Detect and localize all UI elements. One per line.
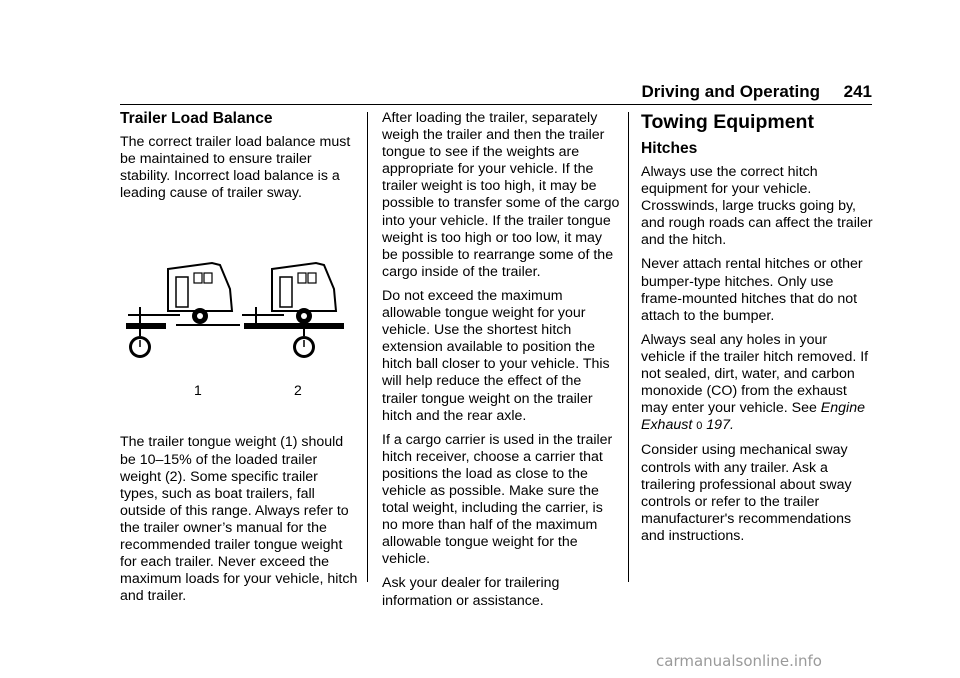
seal-holes-paragraph [641, 332, 873, 436]
page-ref-icon: 0 [696, 420, 703, 433]
trailer-load-balance-heading: Trailer Load Balance [120, 110, 273, 127]
column-2 [382, 110, 620, 617]
engine-exhaust-link[interactable]: Engine Exhaust [641, 400, 865, 434]
towing-equipment-heading: Towing Equipment [641, 111, 814, 133]
figure-label-1: 1 [194, 382, 202, 399]
column-3 [641, 110, 873, 552]
page-ref-number[interactable]: 197. [706, 417, 734, 434]
page-number: 241 [843, 82, 872, 101]
trailer-2-illustration [242, 263, 344, 358]
trailer-weight-figure [120, 219, 360, 419]
hitches-heading: Hitches [641, 140, 698, 157]
column-1 [120, 110, 358, 612]
ask-dealer-paragraph: Ask your dealer for trailering information or assistance. [382, 575, 560, 609]
correct-hitch-paragraph: Always use the correct hitch equipment for your vehicle. Crosswinds, large trucks going by, and rough roads can affect the trailer and the hitch. [641, 164, 873, 249]
cargo-carrier-paragraph: If a cargo carrier is used in the trailer hitch receiver, choose a carrier that positions the load as close to the vehicle as possible. Make sure the total weight, including the carrier, is no more than half of the maximum allowable tongue weight for the vehicle. [382, 431, 613, 568]
figure-label-2: 2 [294, 382, 302, 399]
rental-hitch-paragraph: Never attach rental hitches or other bumper-type hitches. Only use frame-mounted hitches that do not attach to the bumper. [641, 256, 863, 324]
watermark: carmanualsonline.info [656, 652, 822, 670]
tongue-weight-paragraph: The trailer tongue weight (1) should be 10–15% of the loaded trailer weight (2). Some specific trailer types, such as boat trailers, fall outside of this range. Always refer to the trailer owner’s manual for the recommended trailer tongue weight for each trailer. Never exceed the maximum loads for your vehicle, hitch and trailer. [120, 434, 358, 605]
column-divider-2 [628, 112, 629, 582]
weigh-trailer-paragraph: After loading the trailer, separately weigh the trailer and then the trailer tongue to see if the weights are appropriate for your vehicle. If the trailer weight is too high, it may be possible to transfer some of the cargo into your vehicle. If the trailer tongue weight is too high or too low, it may be possible to rearrange some of the cargo inside of the trailer. [382, 110, 620, 280]
seal-holes-text: Always seal any holes in your vehicle if the trailer hitch removed. If not sealed, dirt, water, and carbon monoxide (CO) from the exhaust may enter your vehicle. See [641, 331, 869, 417]
trailer-1-illustration [126, 263, 240, 358]
max-tongue-weight-paragraph: Do not exceed the maximum allowable tongue weight for your vehicle. Use the shortest hitch extension available to position the hitch ball closer to your vehicle. This will help reduce the effect of the trailer tongue weight on the trailer hitch and the rear axle. [382, 287, 610, 424]
column-divider-1 [367, 112, 368, 582]
header-rule [120, 104, 872, 105]
sway-controls-paragraph: Consider using mechanical sway controls with any trailer. Ask a trailering professional about sway controls or refer to the trailer manufacturer's recommendations and instructions. [641, 442, 852, 544]
section-title: Driving and Operating [641, 82, 820, 101]
page-header [120, 80, 872, 104]
load-balance-paragraph: The correct trailer load balance must be maintained to ensure trailer stability. Incorrect load balance is a leading cause of trailer sway. [120, 134, 351, 202]
